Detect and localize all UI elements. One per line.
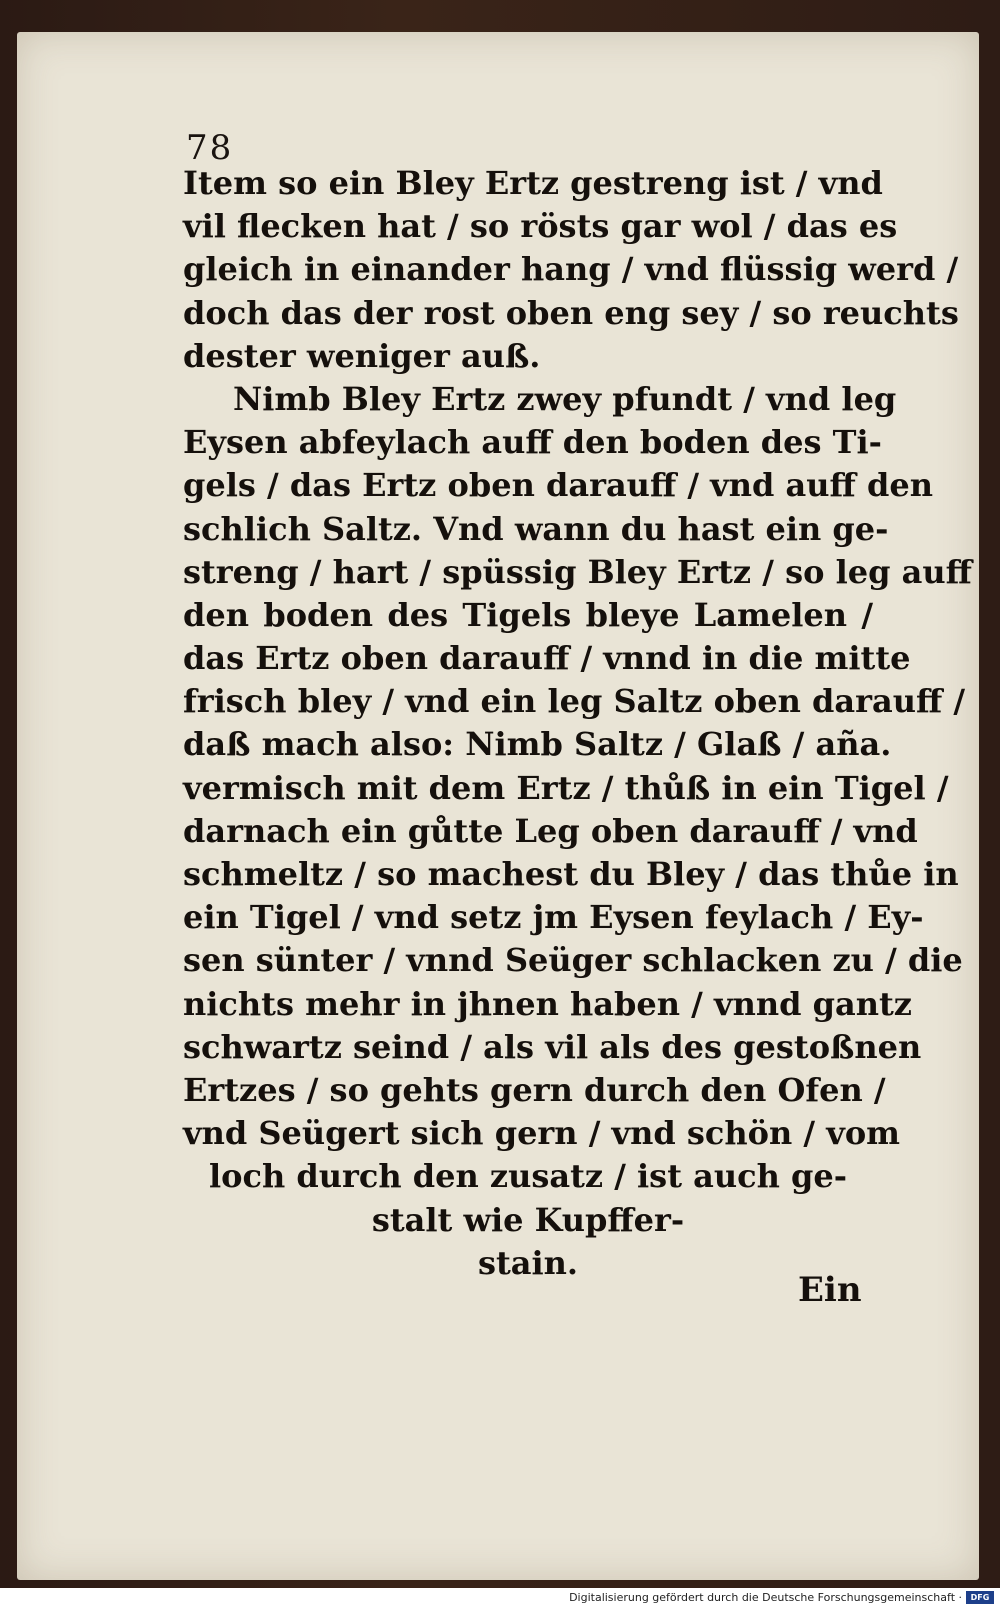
page-text	[183, 162, 972, 1285]
text-line: vil flecken hat / so rösts gar wol / das es	[183, 207, 898, 246]
digitization-footer	[0, 1588, 1000, 1608]
text-line: darnach ein gůtte Leg oben darauff / vnd	[183, 811, 918, 850]
text-line: doch das der rost oben eng sey / so reuchts	[183, 293, 959, 332]
text-line: sen sünter / vnnd Seüger schlacken zu / die	[183, 941, 963, 980]
text-line: loch durch den zusatz / ist auch ge-	[208, 1157, 848, 1196]
text-line: den boden des Tigels bleye Lamelen /	[183, 595, 873, 634]
text-line: schwartz seind / als vil als des gestoßnen	[183, 1027, 922, 1066]
text-line: stain.	[477, 1243, 579, 1282]
text-line: nichts mehr in jhnen haben / vnnd gantz	[183, 984, 912, 1023]
text-line: vermisch mit dem Ertz / thůß in ein Tigel /	[183, 768, 949, 807]
text-line: dester weniger auß.	[183, 336, 541, 375]
text-line: daß mach also: Nimb Saltz / Glaß / aña.	[183, 725, 892, 764]
text-line: Ertzes / so gehts gern durch den Ofen /	[183, 1070, 886, 1109]
text-line: das Ertz oben darauff / vnnd in die mitte	[183, 639, 911, 678]
text-line: schmeltz / so machest du Bley / das thůe in	[183, 855, 959, 893]
text-line: schlich Saltz. Vnd wann du hast ein ge-	[183, 509, 889, 548]
text-line: ein Tigel / vnd setz jm Eysen feylach / Ey-	[183, 898, 924, 937]
dfg-logo-icon: DFG	[966, 1591, 994, 1604]
text-line: frisch bley / vnd ein leg Saltz oben darauff /	[183, 682, 966, 721]
catchword: Ein	[798, 1270, 862, 1310]
text-line: vnd Seügert sich gern / vnd schön / vom	[183, 1114, 901, 1153]
text-line: streng / hart / spüssig Bley Ertz / so leg auff	[183, 552, 972, 591]
text-line: stalt wie Kupffer-	[371, 1200, 685, 1239]
text-line: gleich in einander hang / vnd flüssig werd /	[183, 250, 959, 289]
text-line: gels / das Ertz oben darauff / vnd auff den	[183, 466, 933, 505]
text-line: Eysen abfeylach auff den boden des Ti-	[183, 423, 882, 462]
page-number: 78	[186, 128, 234, 168]
text-line: Item so ein Bley Ertz gestreng ist / vnd	[183, 164, 883, 202]
funding-notice: Digitalisierung gefördert durch die Deutsche Forschungsgemeinschaft ·	[569, 1591, 962, 1604]
text-line: Nimb Bley Ertz zwey pfundt / vnd leg	[233, 379, 897, 418]
